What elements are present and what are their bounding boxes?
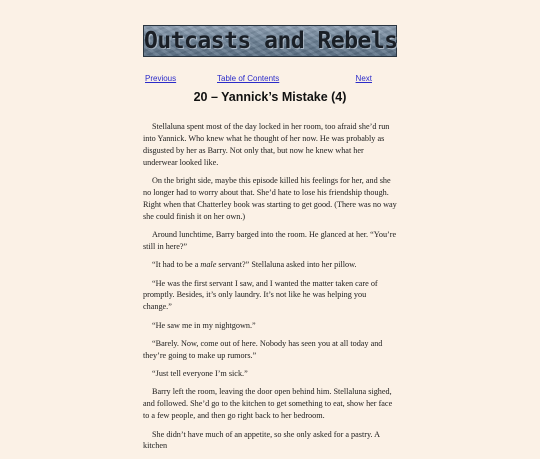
chapter-title: 20 – Yannick’s Mistake (4)	[193, 90, 347, 104]
paragraph-text: servant?” Stellaluna asked into her pillow.	[216, 260, 357, 270]
paragraph: “He was the first servant I saw, and I wanted the matter taken care of promptly. Besides, it’s only laundry. It’s not like he was helping you change.”	[143, 278, 378, 312]
paragraph: Barry left the room, leaving the door open behind him. Stellaluna sighed, and followed. She’d go to the kitchen to get something to eat, show her face to a few people, and then go right back to her bedroom.	[143, 387, 393, 421]
paragraph	[143, 259, 397, 271]
next-link[interactable]: Next	[355, 74, 372, 83]
chapter-body	[143, 121, 397, 459]
paragraph: She didn’t have much of an appetite, so she only asked for a pastry. A kitchen	[143, 429, 380, 451]
paragraph: “Just tell everyone I’m sick.”	[152, 369, 248, 379]
paragraph: Stellaluna spent most of the day locked in her room, too afraid she’d run into Yannick. Who knew what he thought of her now. He was probably as disgusted by her as Barry. Not only that, but now he knew what her underwear looked like.	[143, 122, 390, 167]
previous-link[interactable]: Previous	[145, 74, 177, 83]
paragraph: “He saw me in my nightgown.”	[152, 320, 256, 330]
paragraph: On the bright side, maybe this episode killed his feelings for her, and she no longer had to worry about that. She’d hate to lose his friendship though. Right when that Chatterley book was starting to get good. (There was no way she could finish it on her own.)	[143, 176, 397, 221]
site-title: Outcasts and Rebels	[144, 28, 398, 54]
paragraph: “Barely. Now, come out of here. Nobody has seen you at all today and they’re going to make up rumors.”	[143, 338, 383, 360]
table-of-contents-link[interactable]: Table of Contents	[217, 74, 280, 83]
paragraph: Around lunchtime, Barry barged into the room. He glanced at her. “You’re still in here?”	[143, 230, 397, 251]
site-banner[interactable]	[143, 25, 397, 57]
paragraph-text: “It had to be a	[152, 260, 201, 270]
chapter-navigation	[143, 73, 397, 85]
emphasis: male	[200, 260, 217, 270]
